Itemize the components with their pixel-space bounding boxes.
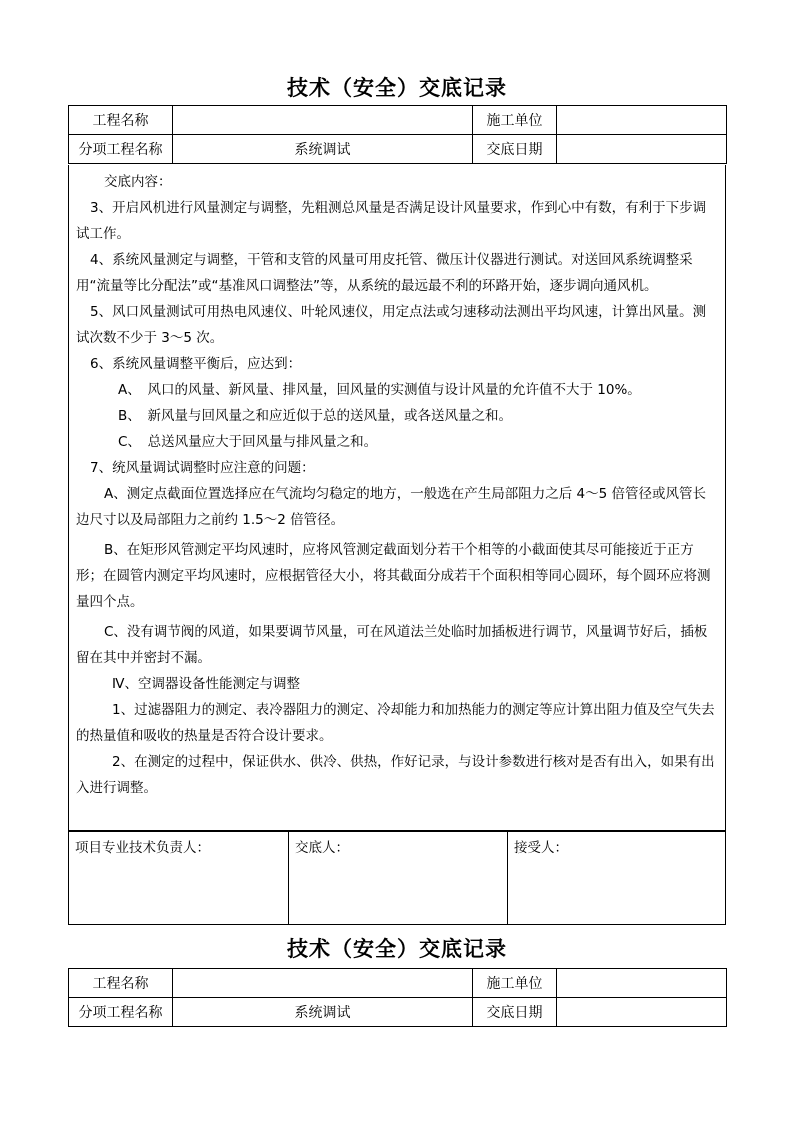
construction-unit-label: 施工单位	[473, 106, 557, 135]
table-row	[69, 106, 727, 135]
receiver-signature[interactable]: 接受人：	[507, 832, 725, 924]
subproject-label: 分项工程名称	[69, 998, 173, 1027]
paragraph: 2、在测定的过程中，保证供水、供冷、供热，作好记录，与设计参数进行核对是否有出入，如果有出入进行调整。	[76, 754, 715, 796]
signature-row	[68, 831, 726, 925]
paragraph: 5、风口风量测试可用热电风速仪、叶轮风速仪，用定点法或匀速移动法测出平均风速，计算出风量。测试次数不少于 3～5 次。	[76, 304, 707, 346]
paragraph: B、 新风量与回风量之和应近似于总的送风量，或各送风量之和。	[118, 408, 513, 424]
construction-unit-field[interactable]	[557, 106, 727, 135]
header-table	[68, 105, 727, 164]
paragraph: C、没有调节阀的风道，如果要调节风量，可在风道法兰处临时加插板进行调节，风量调节好后，插板留在其中并密封不漏。	[76, 624, 708, 666]
content-label: 交底内容：	[104, 174, 172, 190]
date-label: 交底日期	[473, 998, 557, 1027]
project-name-label: 工程名称	[69, 969, 173, 998]
project-name-field[interactable]	[173, 106, 473, 135]
paragraph: B、在矩形风管测定平均风速时，应将风管测定截面划分若干个相等的小截面使其尽可能接近于正方形；在圆管内测定平均风速时，应根据管径大小，将其截面分成若干个面积相等同心圆环，每个圆环应将测量四个点。	[76, 542, 711, 610]
paragraph: 6、系统风量调整平衡后，应达到：	[90, 356, 302, 372]
date-field[interactable]	[557, 135, 727, 164]
table-row	[69, 135, 727, 164]
paragraph: A、 风口的风量、新风量、排风量，回风量的实测值与设计风量的允许值不大于 10%。	[118, 382, 641, 398]
date-label: 交底日期	[473, 135, 557, 164]
construction-unit-field[interactable]	[557, 969, 727, 998]
project-name-field[interactable]	[173, 969, 473, 998]
paragraph: 3、开启风机进行风量测定与调整，先粗测总风量是否满足设计风量要求，作到心中有数，有利于下步调试工作。	[76, 200, 707, 242]
disclosure-content	[68, 165, 726, 831]
construction-unit-label: 施工单位	[473, 969, 557, 998]
paragraph: 7、统风量调试调整时应注意的问题：	[90, 460, 315, 476]
paragraph: 4、系统风量测定与调整，干管和支管的风量可用皮托管、微压计仪器进行测试。对送回风系统调整采用“流量等比分配法”或“基准风口调整法”等，从系统的最远最不利的环路开始，逐步调向通风机。	[76, 252, 693, 294]
paragraph: Ⅳ、空调器设备性能测定与调整	[112, 676, 300, 692]
tech-lead-signature[interactable]: 项目专业技术负责人：	[75, 840, 210, 856]
page-title: 技术（安全）交底记录	[287, 76, 507, 100]
paragraph: 1、过滤器阻力的测定、表冷器阻力的测定、冷却能力和加热能力的测定等应计算出阻力值及空气失去的热量值和吸收的热量是否符合设计要求。	[76, 702, 715, 744]
page-title: 技术（安全）交底记录	[287, 937, 507, 961]
subproject-label: 分项工程名称	[69, 135, 173, 164]
header-table	[68, 968, 727, 1027]
date-field[interactable]	[557, 998, 727, 1027]
subproject-field[interactable]: 系统调试	[173, 998, 473, 1027]
subproject-field[interactable]: 系统调试	[173, 135, 473, 164]
table-row	[69, 998, 727, 1027]
paragraph: A、测定点截面位置选择应在气流均匀稳定的地方，一般选在产生局部阻力之后 4～5 倍管径或风管长边尺寸以及局部阻力之前约 1.5～2 倍管径。	[76, 486, 706, 528]
discloser-signature[interactable]: 交底人：	[288, 832, 507, 924]
paragraph: C、 总送风量应大于回风量与排风量之和。	[118, 434, 378, 450]
table-row	[69, 969, 727, 998]
project-name-label: 工程名称	[69, 106, 173, 135]
